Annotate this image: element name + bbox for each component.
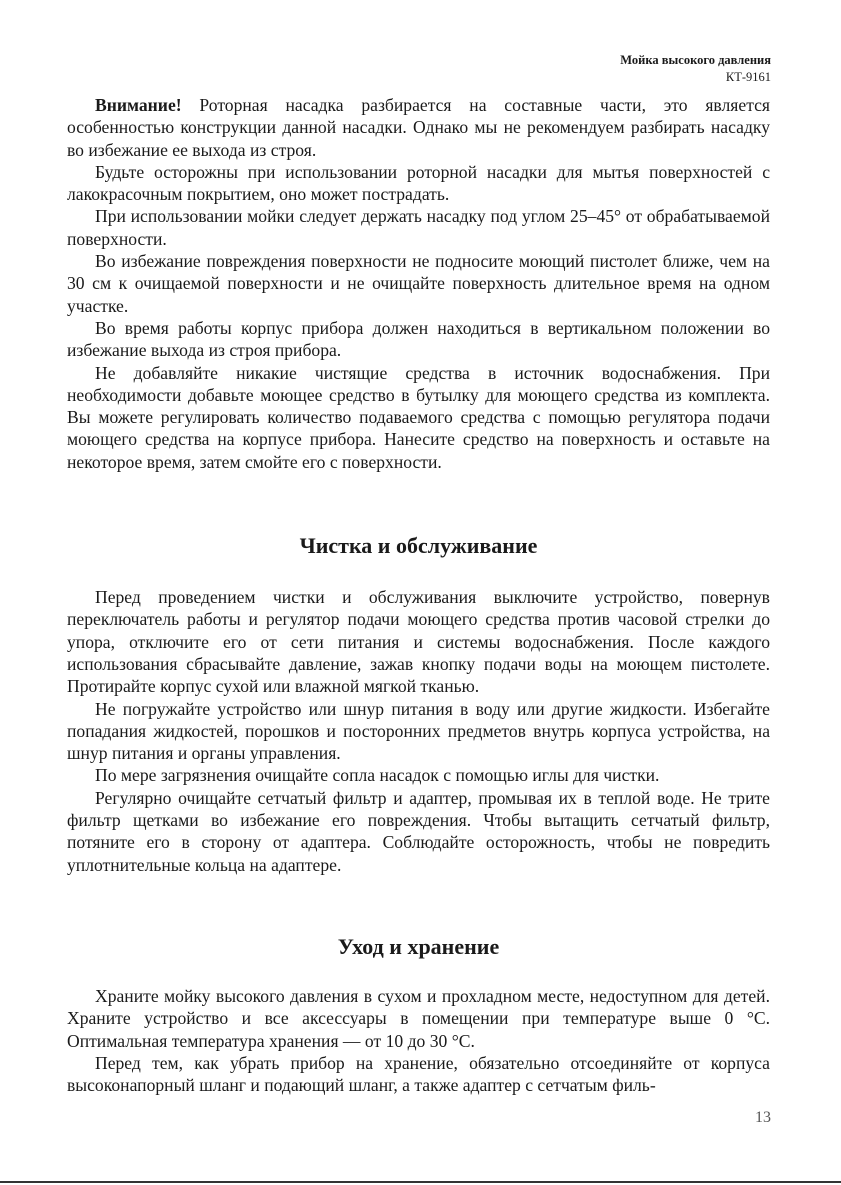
section-heading-storage: Уход и хранение — [337, 933, 500, 959]
paragraph: Регулярно очищайте сетчатый фильтр и адаптер, промывая их в теплой воде. Не трите фильтр щетками во избежание его повреждения. Чтобы вытащить сетчатый фильтр, потяните его в сторону от адаптера. Соблюдайте осторожность, чтобы не повредить уплотнительные кольца на адаптере. — [67, 787, 770, 875]
paragraph: Перед тем, как убрать прибор на хранение, обязательно отсоединяйте от корпуса высоконапорный шланг и подающий шланг, а также адаптер с сетчатым филь- — [67, 1052, 770, 1096]
section-heading-cleaning: Чистка и обслуживание — [299, 533, 538, 559]
paragraph: Во время работы корпус прибора должен находиться в вертикальном положении во избежание выхода из строя прибора. — [67, 317, 770, 361]
paragraph: Будьте осторожны при использовании роторной насадки для мытья поверхностей с лакокрасочным покрытием, оно может пострадать. — [67, 161, 770, 205]
paragraph: Перед проведением чистки и обслуживания выключите устройство, повернув переключатель работы и регулятор подачи моющего средства против часовой стрелки до упора, отключите его от сети питания и системы водоснабжения. После каждого использования сбрасывайте давление, зажав кнопку подачи воды на моющем пистолете. Протирайте корпус сухой или влажной мягкой тканью. — [67, 587, 770, 697]
paragraph: Не добавляйте никакие чистящие средства в источник водоснабжения. При необходимости добавьте моющее средство в бутылку для моющего средства из комплекта. Вы можете регулировать количество подаваемого средства с помощью регулятора подачи моющего средства на корпусе прибора. Нанесите средство на поверхность и оставьте на некоторое время, затем смойте его с поверхности. — [67, 362, 770, 472]
attention-label: Внимание! — [95, 95, 182, 115]
attention-paragraph — [67, 94, 770, 161]
running-header — [620, 52, 771, 86]
page-number: 13 — [755, 1109, 771, 1126]
page-bottom-rule — [0, 1181, 841, 1183]
paragraph: Во избежание повреждения поверхности не подносите моющий пистолет ближе, чем на 30 см к очищаемой поверхности и не очищайте поверхность длительное время на одном участке. — [67, 251, 770, 316]
attention-text: Роторная насадка разбирается на составные части, это является особенностью конструкции данной насадки. Однако мы не рекомендуем разбирать насадку во избежание ее выхода из строя. — [67, 95, 770, 160]
header-model-number: КТ-9161 — [725, 70, 771, 84]
paragraph: Храните мойку высокого давления в сухом и прохладном месте, недоступном для детей. Храните устройство и все аксессуары в помещении при температуре выше 0 °C. Оптимальная температура хранения — от 10 до 30 °C. — [67, 985, 770, 1051]
header-product-name: Мойка высокого давления — [620, 53, 771, 67]
paragraph: При использовании мойки следует держать насадку под углом 25–45° от обрабатываемой поверхности. — [67, 206, 770, 249]
paragraph: Не погружайте устройство или шнур питания в воду или другие жидкости. Избегайте попадания жидкостей, порошков и посторонних предметов внутрь корпуса устройства, на шнур питания и органы управления. — [67, 698, 770, 764]
page-body — [67, 94, 770, 1096]
paragraph: По мере загрязнения очищайте сопла насадок с помощью иглы для чистки. — [95, 765, 660, 786]
